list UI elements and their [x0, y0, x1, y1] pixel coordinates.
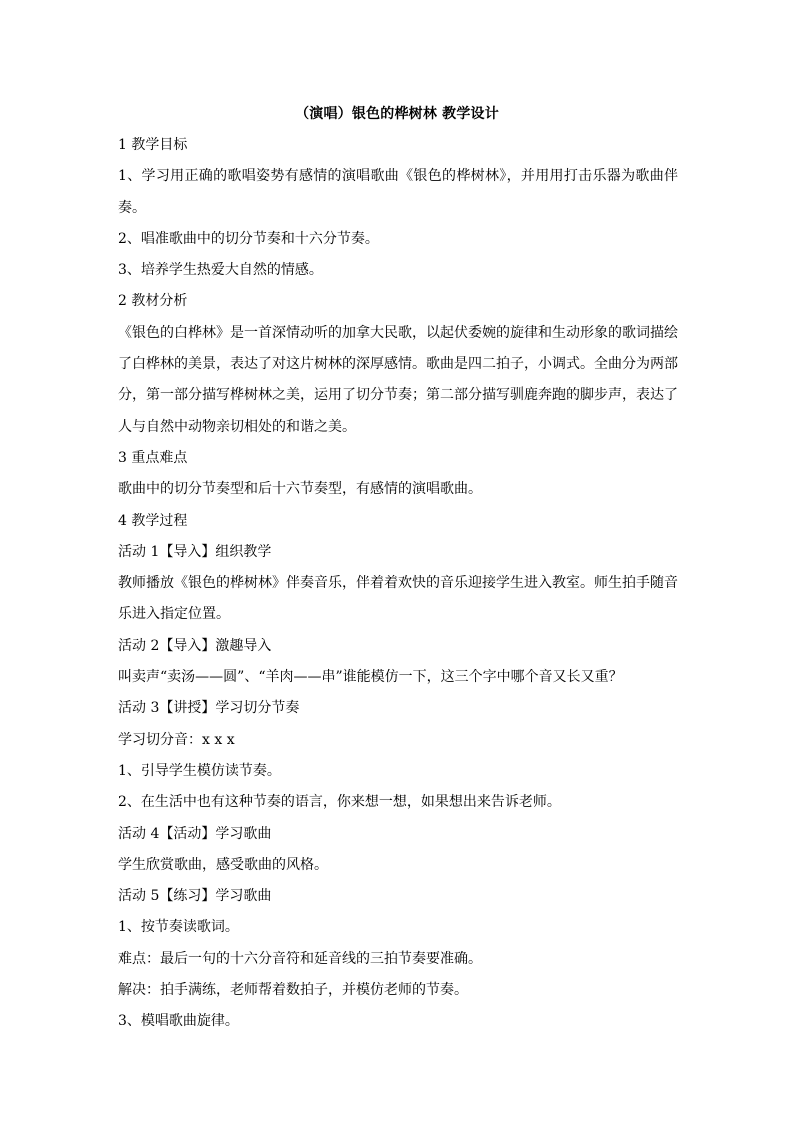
document-body [118, 130, 678, 1038]
section-heading-process: 4 教学过程 [118, 512, 188, 529]
paragraph-line: 解决：拍手满练，老师帮着数拍子，并模仿老师的节奏。 [118, 982, 468, 999]
section-heading-analysis: 2 教材分析 [118, 293, 188, 310]
paragraph-line: 2、在生活中也有这种节奏的语言，你来想一想，如果想出来告诉老师。 [118, 794, 561, 811]
paragraph-line: 奏。 [118, 199, 146, 216]
paragraph-line: 3、模唱歌曲旋律。 [118, 1013, 239, 1030]
activity-heading: 活动 3【讲授】学习切分节奏 [118, 700, 300, 717]
paragraph-line: 1、按节奏读歌词。 [118, 919, 239, 936]
paragraph-line: 1、学习用正确的歌唱姿势有感情的演唱歌曲《银色的桦树林》，并用用打击乐器为歌曲伴 [118, 168, 678, 185]
activity-heading: 活动 5【练习】学习歌曲 [118, 888, 272, 905]
paragraph-line: 了白桦林的美景，表达了对这片树林的深厚感情。歌曲是四二拍子，小调式。全曲分为两部 [118, 356, 678, 373]
paragraph-line: 学生欣赏歌曲，感受歌曲的风格。 [118, 856, 328, 873]
paragraph-line: 叫卖声“卖汤——圆”、“羊肉——串”谁能模仿一下，这三个字中哪个音又长又重？ [118, 669, 623, 686]
paragraph-line: 2、唱准歌曲中的切分节奏和十六分节奏。 [118, 230, 379, 247]
activity-heading: 活动 4【活动】学习歌曲 [118, 825, 272, 842]
paragraph-line: 乐进入指定位置。 [118, 606, 230, 623]
paragraph-line: 学习切分音：x x x [118, 731, 235, 748]
paragraph-line: 难点：最后一句的十六分音符和延音线的三拍节奏要准确。 [118, 950, 482, 967]
paragraph-line: 《银色的白桦林》是一首深情动听的加拿大民歌，以起伏委婉的旋律和生动形象的歌词描绘 [118, 324, 678, 341]
activity-heading: 活动 1【导入】组织教学 [118, 543, 272, 560]
section-heading-objectives: 1 教学目标 [118, 137, 188, 153]
section-heading-key-points: 3 重点难点 [118, 449, 188, 466]
paragraph-line: 人与自然中动物亲切相处的和谐之美。 [118, 418, 356, 435]
document-title: （演唱）银色的桦树林 教学设计 [295, 106, 499, 122]
paragraph-line: 3、培养学生热爱大自然的情感。 [118, 262, 323, 279]
paragraph-line: 教师播放《银色的桦树林》伴奏音乐，伴着着欢快的音乐迎接学生进入教室。师生拍手随音 [118, 575, 678, 592]
paragraph-line: 1、引导学生模仿读节奏。 [118, 762, 281, 779]
activity-heading: 活动 2【导入】激趣导入 [118, 637, 272, 654]
paragraph-line: 分，第一部分描写桦树林之美，运用了切分节奏；第二部分描写驯鹿奔跑的脚步声，表达了 [118, 387, 678, 404]
paragraph-line: 歌曲中的切分节奏型和后十六节奏型，有感情的演唱歌曲。 [118, 481, 482, 498]
